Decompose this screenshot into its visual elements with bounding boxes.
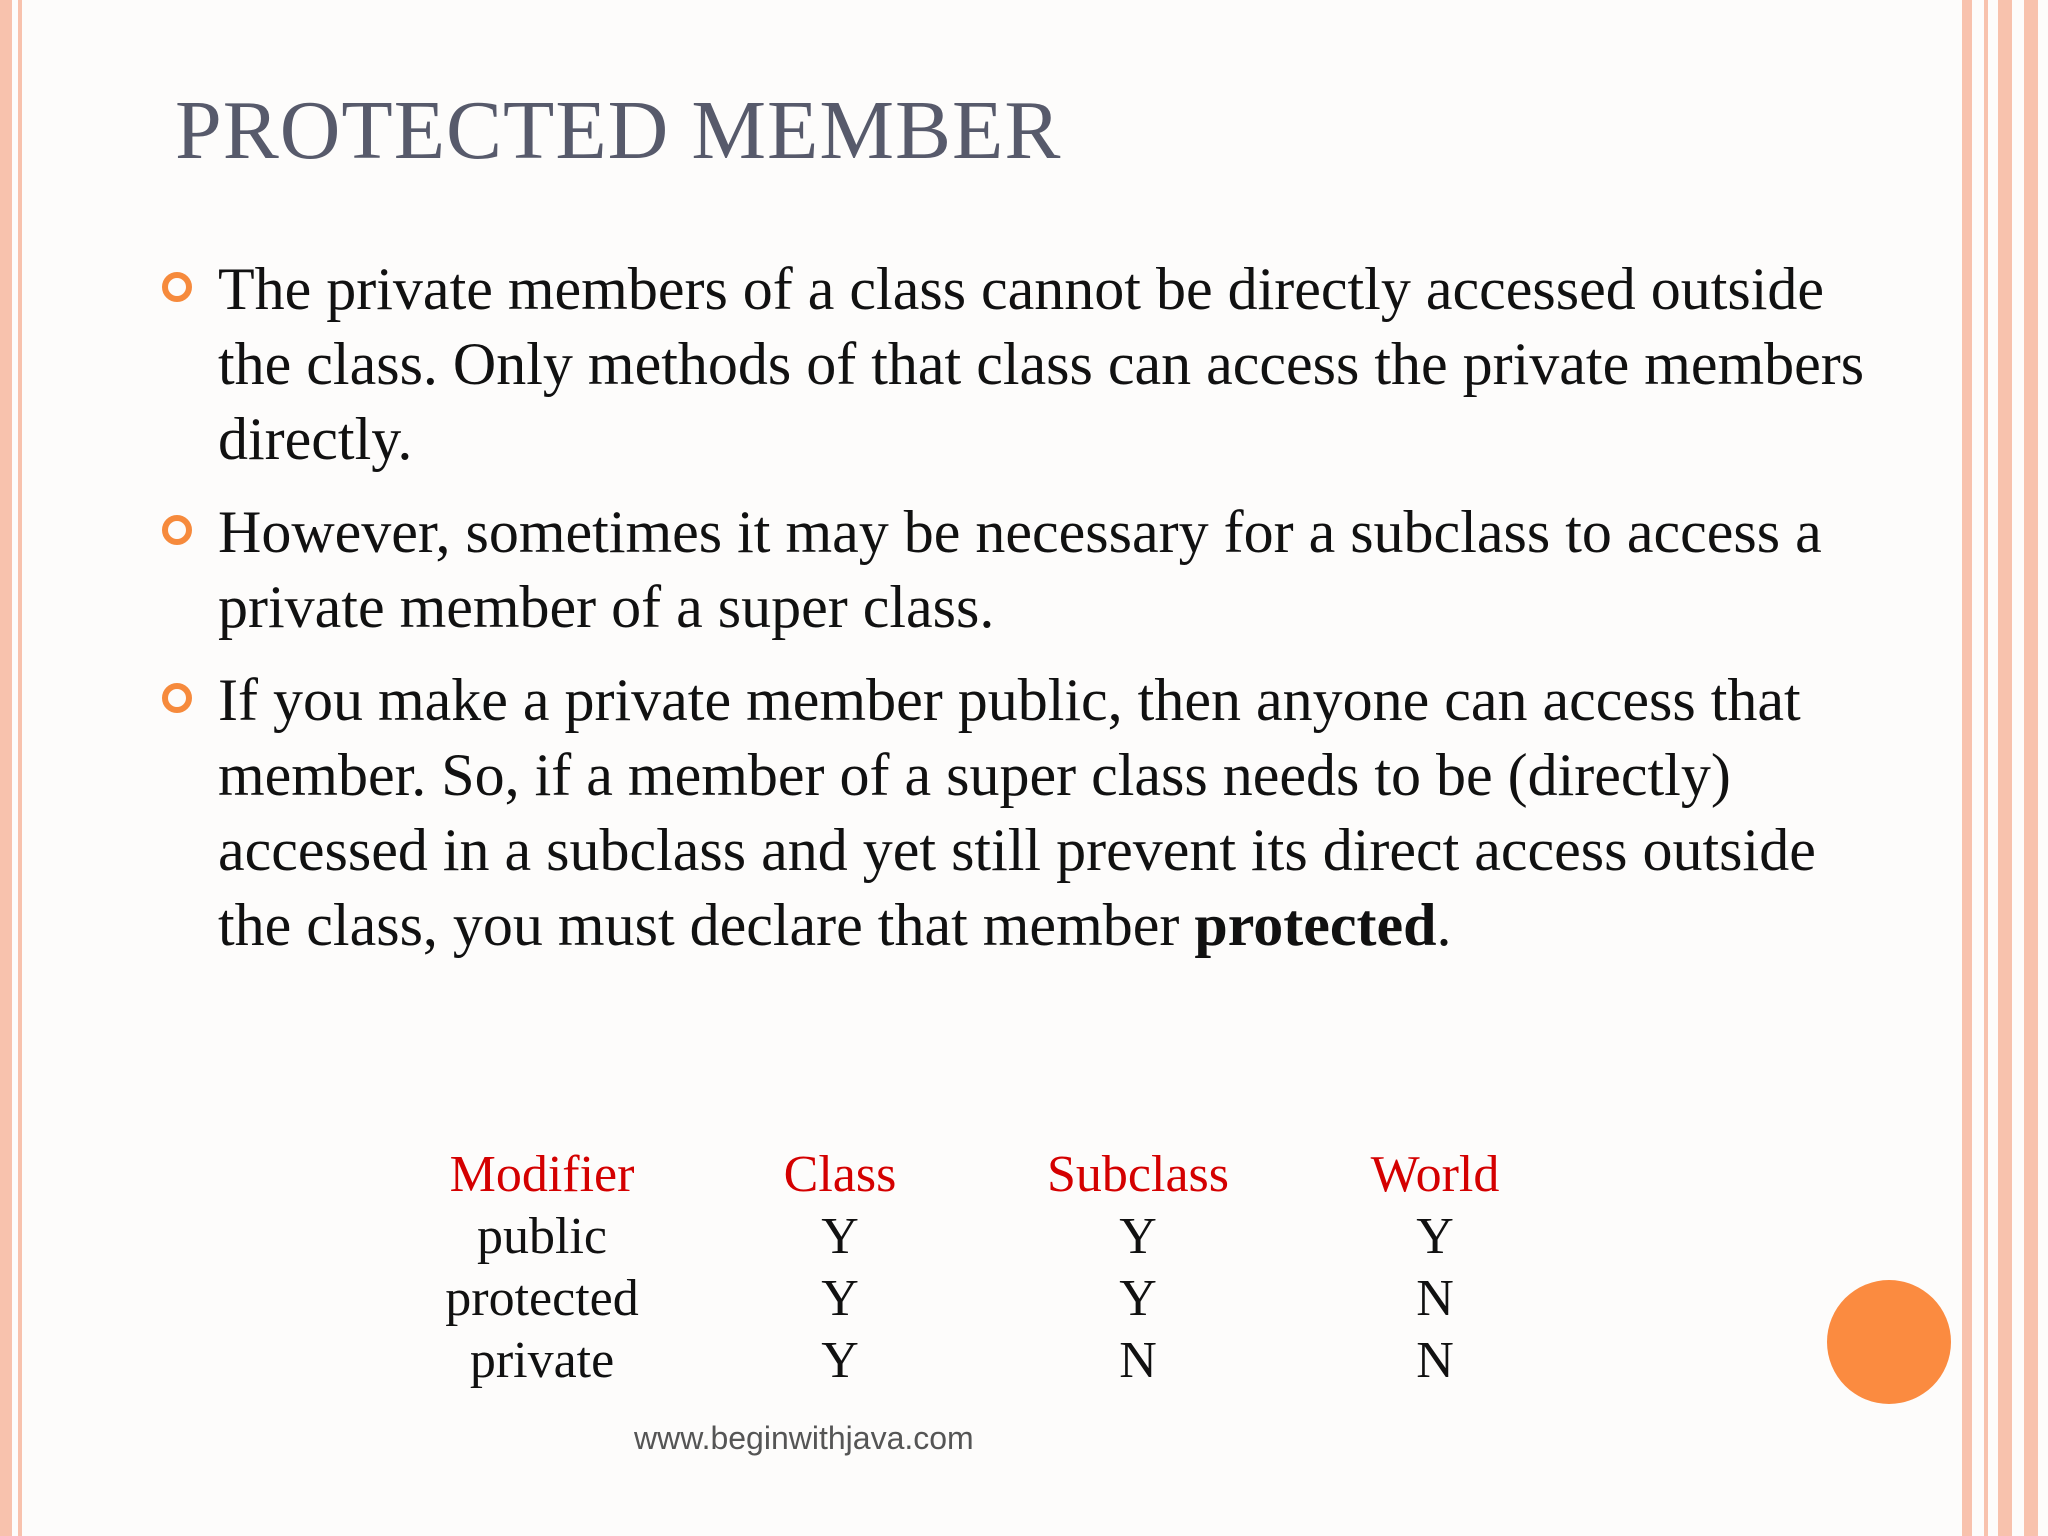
column-header-world: World [1370,1146,1500,1203]
bullet-text: If you make a private member public, then anyone can access that member. So, if a member of a super class needs to be (directly) accessed in a subclass and yet still prevent its direct access outside the class, you must declare that member [218,667,1816,958]
right-border-stripes [1962,0,2048,1536]
column-header-subclass: Subclass [1047,1146,1229,1203]
table-cell: N [1416,1332,1454,1389]
left-border-thin-stripe [18,0,22,1536]
orange-circle-icon [1827,1280,1951,1404]
table-row [420,1268,1610,1330]
bullet-text: However, sometimes it may be necessary for a subclass to access a private member of a super class. [218,499,1822,640]
table-cell: Y [821,1208,859,1265]
left-border-stripe [0,0,12,1536]
table-cell: Y [1416,1208,1454,1265]
bullet-bold-keyword: protected [1194,892,1437,958]
right-stripe-2 [1984,0,1988,1536]
bullet-text: The private members of a class cannot be directly accessed outside the class. Only methods of that class can access the private members directly. [218,256,1865,472]
column-header-class: Class [783,1146,897,1203]
table-cell: Y [1119,1270,1157,1327]
table-row [420,1330,1610,1392]
right-stripe-4 [2024,0,2038,1536]
hollow-circle-bullet-icon [162,272,192,302]
bullet-item [160,495,1880,645]
table-row [420,1206,1610,1268]
column-header-modifier: Modifier [449,1146,635,1203]
hollow-circle-bullet-icon [162,683,192,713]
table-cell: Y [1119,1208,1157,1265]
table-cell: protected [445,1270,639,1327]
footer-url: www.beginwithjava.com [634,1420,974,1456]
right-stripe-1 [1962,0,1972,1536]
table-cell: Y [821,1332,859,1389]
right-stripe-3 [1998,0,2012,1536]
table-cell: N [1416,1270,1454,1327]
bullet-text-end: . [1436,892,1452,958]
bullet-item [160,252,1880,477]
table-cell: private [469,1332,615,1389]
slide-title: PROTECTED MEMBER [175,84,1062,177]
table-header-row [420,1144,1610,1206]
bullet-item [160,663,1880,963]
table-cell: N [1119,1332,1157,1389]
hollow-circle-bullet-icon [162,515,192,545]
access-modifier-table [420,1144,1610,1392]
table-cell: public [477,1208,607,1265]
table-cell: Y [821,1270,859,1327]
bullet-list [160,252,1880,981]
